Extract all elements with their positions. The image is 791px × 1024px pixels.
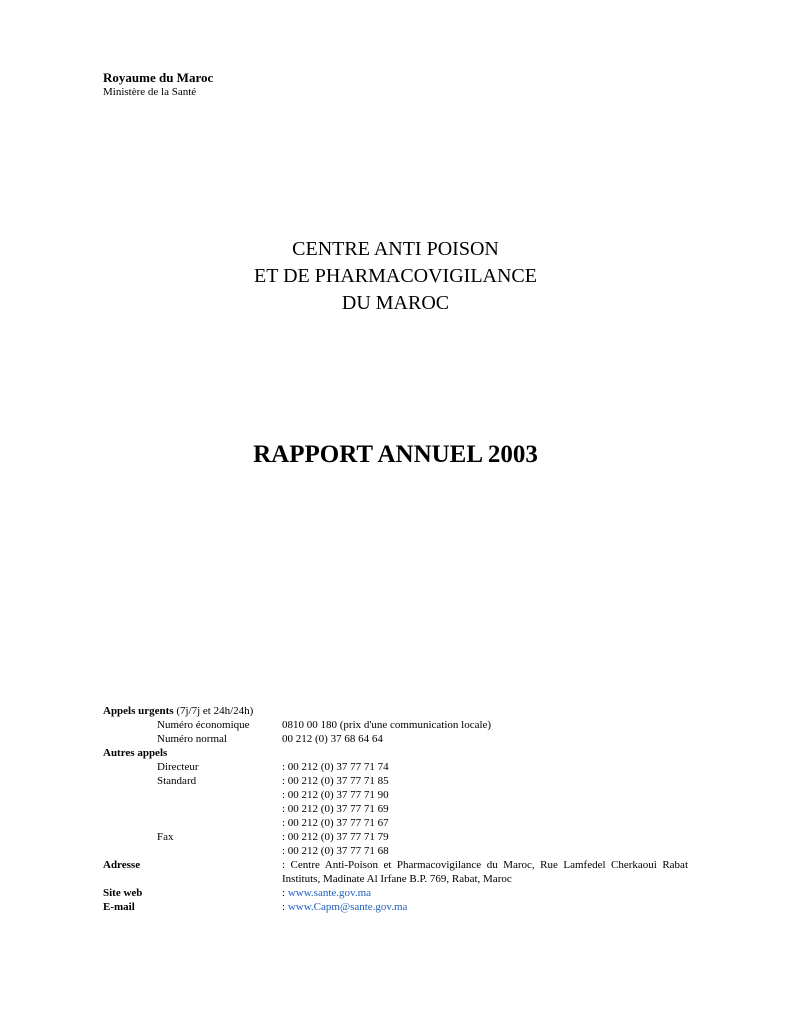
- email-label: E-mail: [103, 901, 135, 913]
- title-line-2: ET DE PHARMACOVIGILANCE: [254, 265, 537, 287]
- standard-row: [103, 774, 688, 788]
- kingdom-name: Royaume du Maroc: [103, 70, 214, 85]
- website-row: [103, 886, 688, 900]
- normal-number-label: Numéro normal: [157, 733, 227, 745]
- standard-row: [103, 788, 688, 802]
- title-line-3: DU MAROC: [341, 292, 450, 314]
- report-title: RAPPORT ANNUEL 2003: [253, 441, 538, 468]
- document-header: [103, 70, 213, 99]
- director-phone: : 00 212 (0) 37 77 71 74: [282, 761, 389, 773]
- contact-block: [103, 704, 688, 914]
- standard-phone: : 00 212 (0) 37 77 71 90: [282, 789, 389, 801]
- email-row: [103, 900, 688, 914]
- address-row: [103, 858, 688, 886]
- title-line-1: CENTRE ANTI POISON: [292, 238, 499, 260]
- website-link[interactable]: www.sante.gov.ma: [287, 887, 372, 899]
- fax-row: [103, 830, 688, 844]
- ministry-name: Ministère de la Santé: [103, 86, 197, 98]
- fax-label: Fax: [157, 831, 174, 843]
- email-prefix: :: [282, 901, 286, 913]
- economic-number-label: Numéro économique: [157, 719, 250, 731]
- normal-number-value: 00 212 (0) 37 68 64 64: [282, 733, 383, 745]
- other-calls-label: Autres appels: [103, 747, 168, 759]
- standard-label: Standard: [157, 775, 197, 787]
- standard-phone: : 00 212 (0) 37 77 71 67: [282, 817, 389, 829]
- other-calls-row: [103, 746, 688, 760]
- standard-phone: : 00 212 (0) 37 77 71 69: [282, 803, 389, 815]
- address-value: : Centre Anti-Poison et Pharmacovigilance du Maroc, Rue Lamfedel Cherkaoui Rabat Instituts, Madinate Al Irfane B.P. 769, Rabat, Maroc: [282, 859, 688, 885]
- urgent-calls-hours: (7j/7j et 24h/24h): [176, 705, 254, 717]
- standard-phone: : 00 212 (0) 37 77 71 85: [282, 775, 389, 787]
- fax-row: [103, 844, 688, 858]
- fax-number: : 00 212 (0) 37 77 71 68: [282, 845, 389, 857]
- urgent-calls-label: Appels urgents: [103, 705, 174, 717]
- address-label: Adresse: [103, 859, 141, 871]
- normal-number-row: [103, 732, 688, 746]
- email-link[interactable]: www.Capm@sante.gov.ma: [287, 901, 408, 913]
- urgent-calls-row: [103, 704, 688, 718]
- standard-row: [103, 802, 688, 816]
- director-label: Directeur: [157, 761, 199, 773]
- fax-number: : 00 212 (0) 37 77 71 79: [282, 831, 389, 843]
- economic-number-row: [103, 718, 688, 732]
- director-row: [103, 760, 688, 774]
- website-label: Site web: [103, 887, 143, 899]
- standard-row: [103, 816, 688, 830]
- economic-number-value: 0810 00 180 (prix d'une communication locale): [282, 719, 492, 731]
- center-title: [0, 236, 791, 317]
- website-prefix: :: [282, 887, 286, 899]
